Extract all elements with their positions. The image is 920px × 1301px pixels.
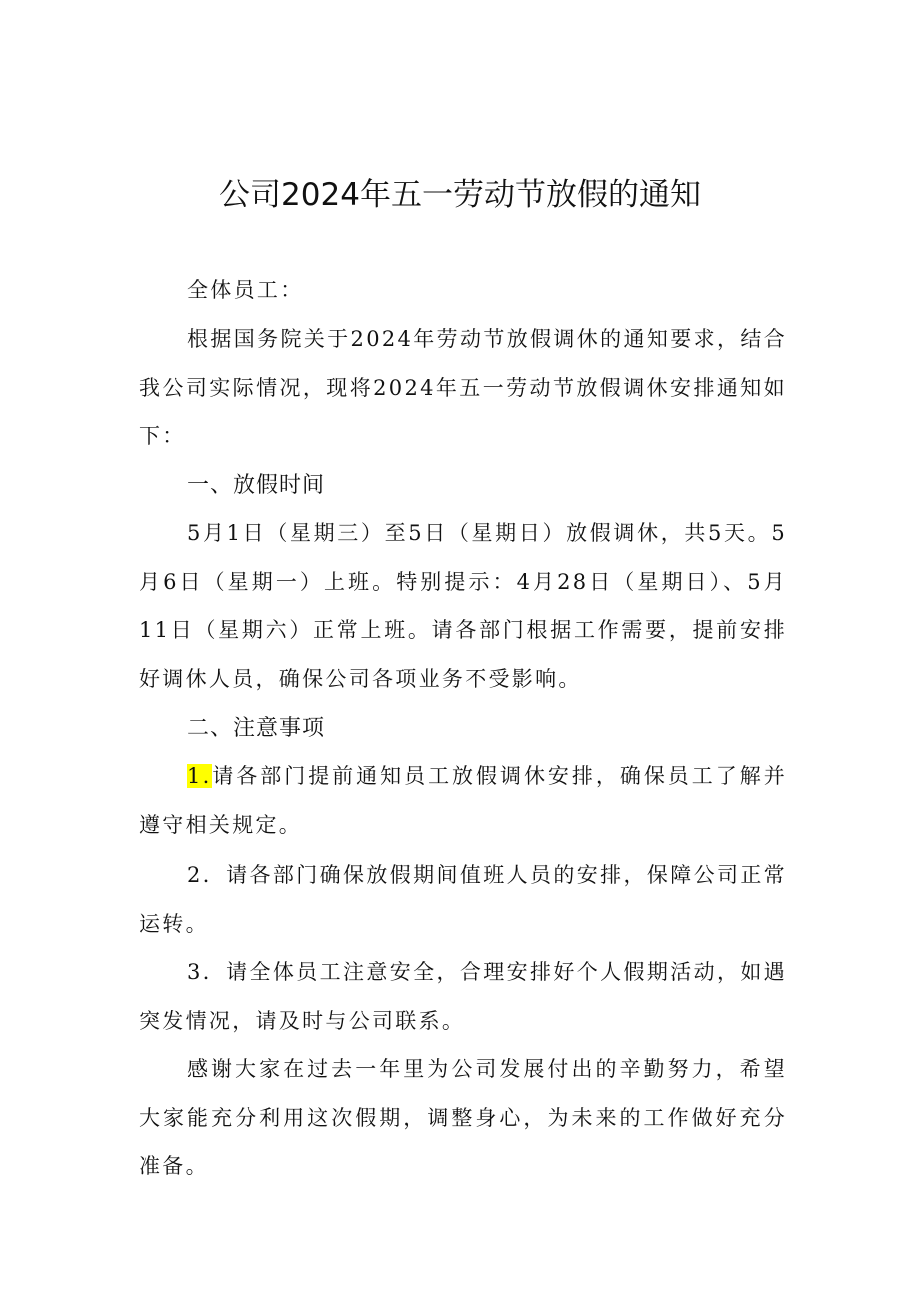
holiday-time-paragraph: 5月1日（星期三）至5日（星期日）放假调休，共5天。5月6日（星期一）上班。特别提示：4月28日（星期日）、5月11日（星期六）正常上班。请各部门根据工作需要，提前安排好调休人员，确保公司各项业务不受影响。	[139, 521, 787, 691]
section-heading-holiday-time: 一、放假时间	[187, 473, 326, 498]
section-heading-notes: 二、注意事项	[187, 716, 326, 741]
notes-item-1-text: 请各部门提前通知员工放假调休安排，确保员工了解并遵守相关规定。	[139, 764, 787, 837]
intro-paragraph: 根据国务院关于2024年劳动节放假调休的通知要求，结合我公司实际情况，现将2024年五一劳动节放假调休安排通知如下：	[139, 327, 787, 448]
closing-paragraph: 感谢大家在过去一年里为公司发展付出的辛勤努力，希望大家能充分利用这次假期，调整身心，为未来的工作做好充分准备。	[139, 1057, 787, 1178]
salutation: 全体员工：	[187, 278, 304, 302]
highlighted-item-number: 1.	[187, 764, 212, 788]
document-title: 公司2024年五一劳动节放假的通知	[219, 177, 701, 213]
notes-item-3: 3．请全体员工注意安全，合理安排好个人假期活动，如遇突发情况，请及时与公司联系。	[139, 960, 787, 1033]
notes-item-1	[139, 752, 787, 849]
notes-item-2: 2．请各部门确保放假期间值班人员的安排，保障公司正常运转。	[139, 863, 787, 936]
